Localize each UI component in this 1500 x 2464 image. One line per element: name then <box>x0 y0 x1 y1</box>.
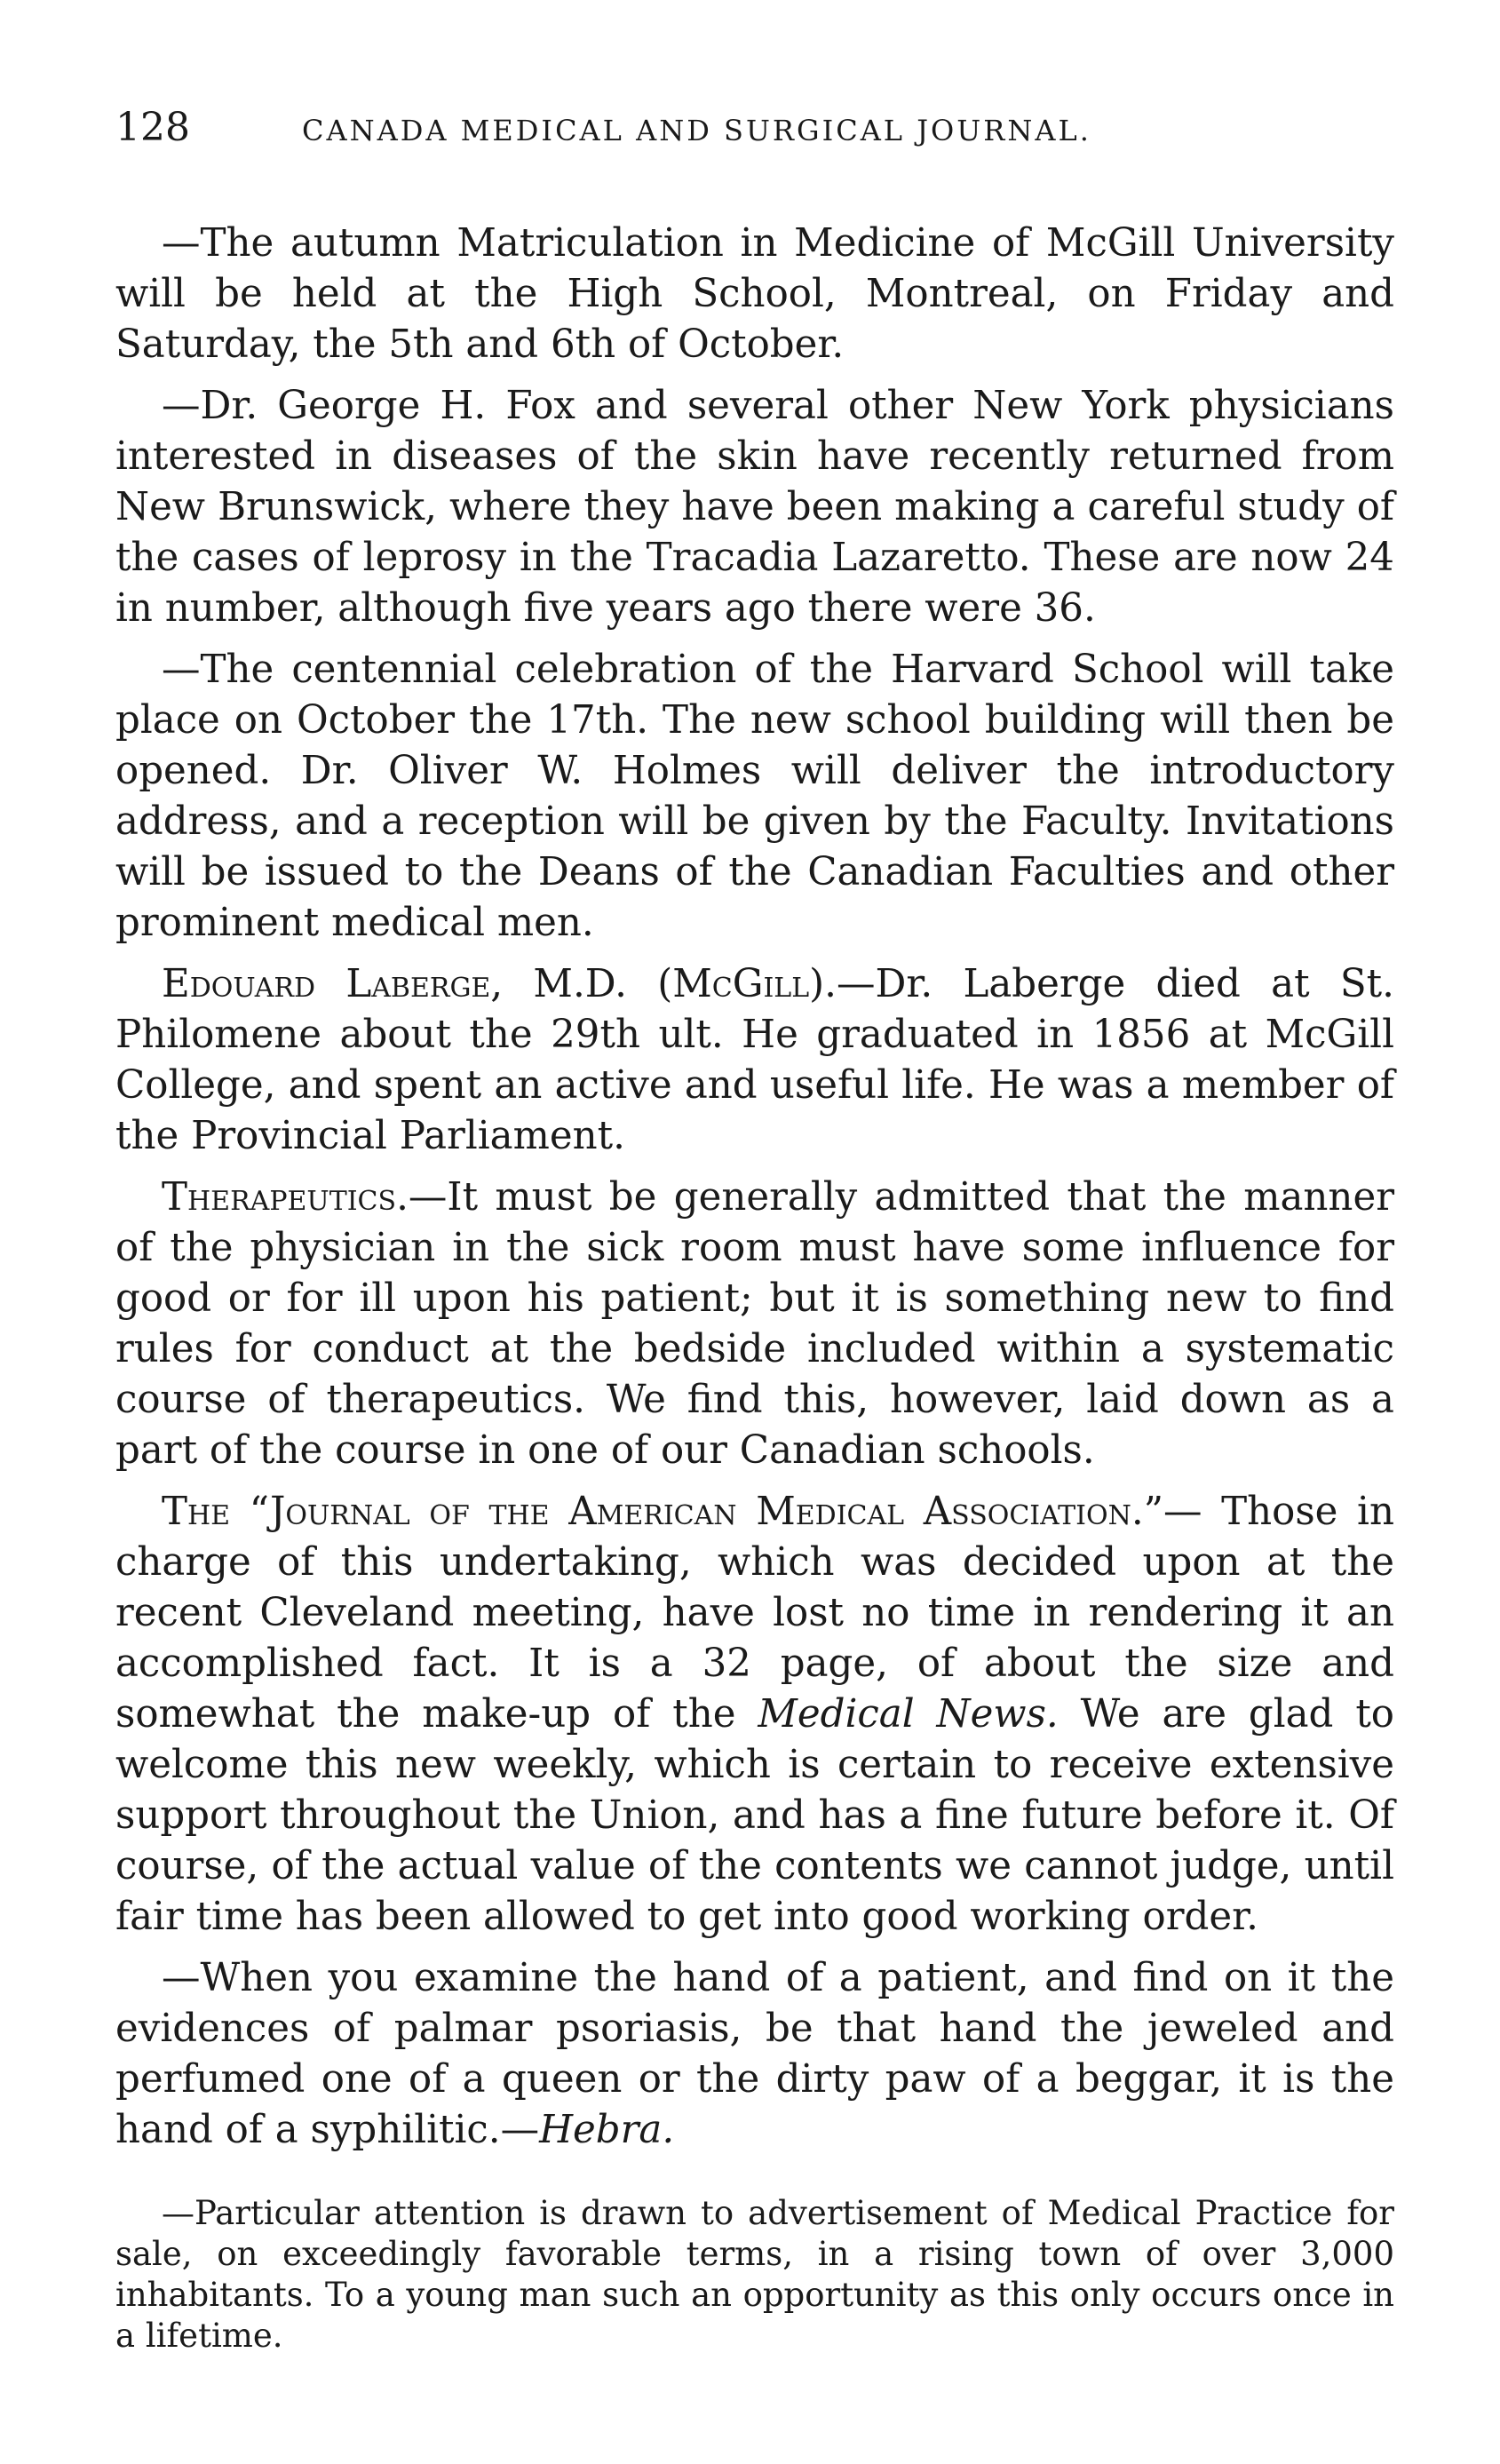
jama-heading: The “Journal of the American Medical Association.” <box>162 1490 1163 1534</box>
paragraph-therapeutics: Therapeutics.—It must be generally admitted that the manner of the physician in the sick room must have some influence for good or for ill upon his patient; but it is something new to find rules for conduct at the bedside included within a systematic course of therapeutics. We find this, however, laid down as a part of the course in one of our Canadian schools. <box>115 1175 1394 1473</box>
paragraph-laberge: Edouard Laberge, M.D. (McGill).—Dr. Laberge died at St. Philomene about the 29th ult. He graduated in 1856 at McGill College, and spent an active and useful life. He was a member of the Provincial Parliament. <box>115 962 1394 1158</box>
running-title: CANADA MEDICAL AND SURGICAL JOURNAL. <box>302 114 1091 147</box>
paragraph-matriculation: —The autumn Matriculation in Medicine of McGill University will be held at the High School, Montreal, on Friday and Saturday, the 5th and 6th of October. <box>115 221 1394 367</box>
paragraph-jama: The “Journal of the American Medical Association.”— Those in charge of this undertaking, which was decided upon at the recent Cleveland meeting, have lost no time in rendering it an accomplished fact. It is a 32 page, of about the size and somewhat the make-up of the Medical News. We are glad to welcome this new weekly, which is certain to receive extensive support throughout the Union, and has a fine future before it. Of course, of the actual value of the contents we cannot judge, until fair time has been allowed to get into good working order. <box>115 1490 1394 1939</box>
laberge-heading: Edouard Laberge, M.D. (McGill). <box>162 962 837 1006</box>
advertisement-notice: —Particular attention is drawn to advertisement of Medical Practice for sale, on exceedingly favorable terms, in a rising town of over 3,000 inhabitants. To a young man such an opportunity as this only occurs once in a lifetime. <box>115 2194 1394 2355</box>
hebra-attribution: Hebra. <box>539 2108 675 2152</box>
page-header <box>115 105 1394 167</box>
paragraph-leprosy: —Dr. George H. Fox and several other New York physicians interested in diseases of the skin have recently returned from New Brunswick, where they have been making a careful study of the cases of leprosy in the Tracadia Lazaretto. These are now 24 in number, although five years ago there were 36. <box>115 384 1394 631</box>
paragraph-harvard: —The centennial celebration of the Harvard School will take place on October the 17th. The new school building will then be opened. Dr. Oliver W. Holmes will deliver the introductory address, and a reception will be given by the Faculty. Invitations will be issued to the Deans of the Canadian Faculties and other prominent medical men. <box>115 648 1394 945</box>
paragraph-psoriasis: —When you examine the hand of a patient, and find on it the evidences of palmar psoriasis, be that hand the jeweled and perfumed one of a queen or the dirty paw of a beggar, it is the hand of a syphilitic.—Hebra. <box>115 1956 1394 2152</box>
journal-page <box>115 105 1394 2357</box>
page-number: 128 <box>115 105 190 150</box>
therapeutics-heading: Therapeutics. <box>162 1175 409 1220</box>
article-body <box>115 219 1394 2357</box>
medical-news-title: Medical News. <box>758 1692 1059 1737</box>
